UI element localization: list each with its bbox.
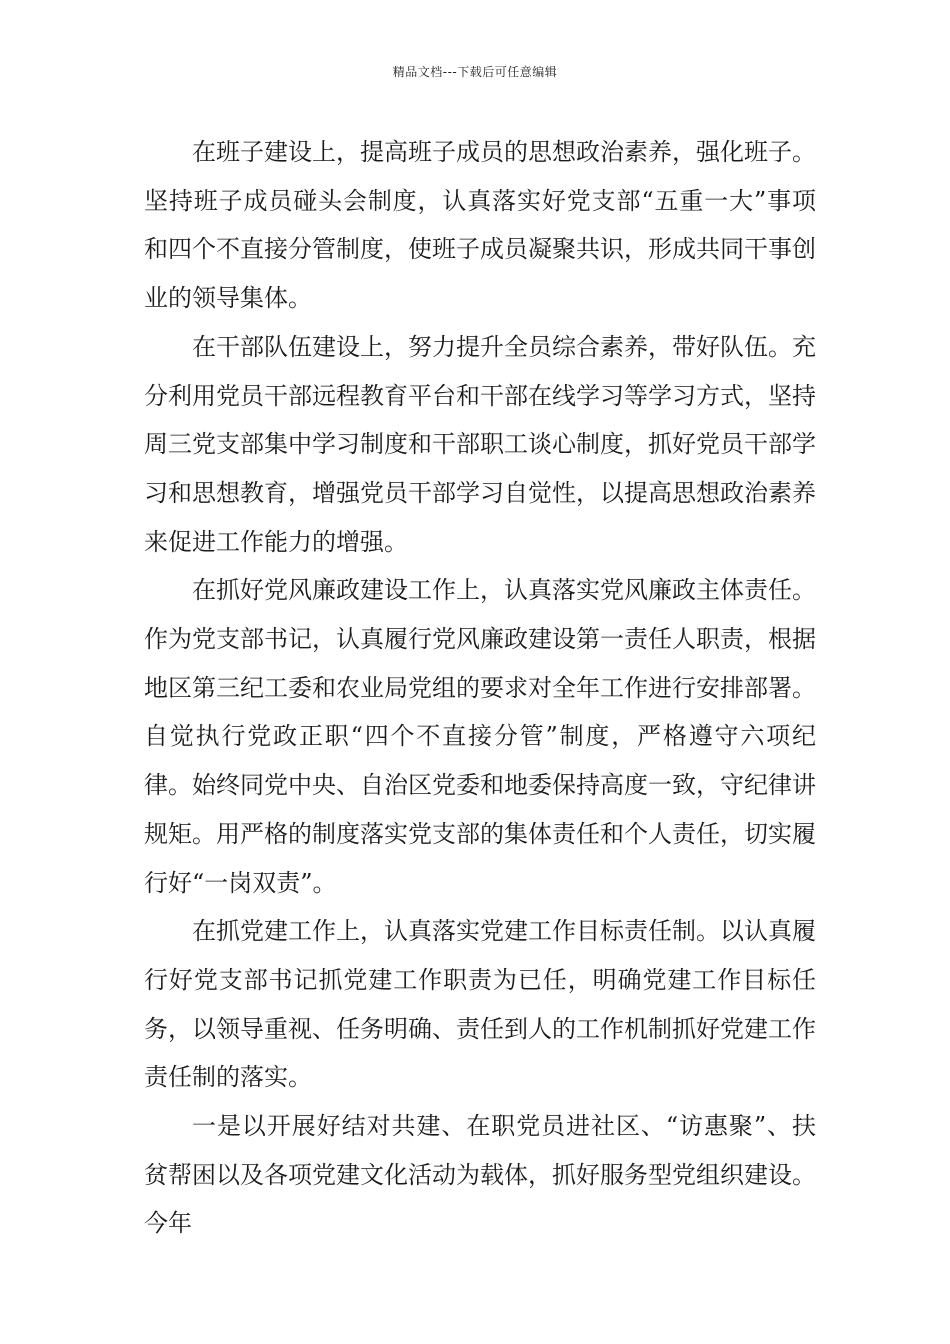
paragraph-team-building: 在班子建设上，提高班子成员的思想政治素养，强化班子。坚持班子成员碰头会制度，认真落实好党支部“五重一大”事项和四个不直接分管制度，使班子成员凝聚共识，形成共同干事创业的领导集体。 (144, 138, 816, 313)
paragraph-service-organization: 一是以开展好结对共建、在职党员进社区、“访惠聚”、扶贫帮困以及各项党建文化活动为载体，抓好服务型党组织建设。今年 (144, 1112, 816, 1238)
paragraph-cadre-building: 在干部队伍建设上，努力提升全员综合素养，带好队伍。充分利用党员干部远程教育平台和干部在线学习等学习方式，坚持周三党支部集中学习制度和干部职工谈心制度，抓好党员干部学习和思想教育，增强党员干部学习自觉性，以提高思想政治素养来促进工作能力的增强。 (144, 332, 816, 556)
page-header: 精品文档---下载后可任意编辑 (392, 65, 558, 79)
paragraph-party-building: 在抓党建工作上，认真落实党建工作目标责任制。以认真履行好党支部书记抓党建工作职责为已任，明确党建工作目标任务，以领导重视、任务明确、责任到人的工作机制抓好党建工作责任制的落实。 (144, 917, 816, 1092)
paragraph-integrity-building: 在抓好党风廉政建设工作上，认真落实党风廉政主体责任。作为党支部书记，认真履行党风廉政建设第一责任人职责，根据地区第三纪工委和农业局党组的要求对全年工作进行安排部署。自觉执行党政正职“四个不直接分管”制度，严格遵守六项纪律。始终同党中央、自治区党委和地委保持高度一致，守纪律讲规矩。用严格的制度落实党支部的集体责任和个人责任，切实履行好“一岗双责”。 (144, 576, 816, 897)
document-body (144, 128, 816, 1248)
